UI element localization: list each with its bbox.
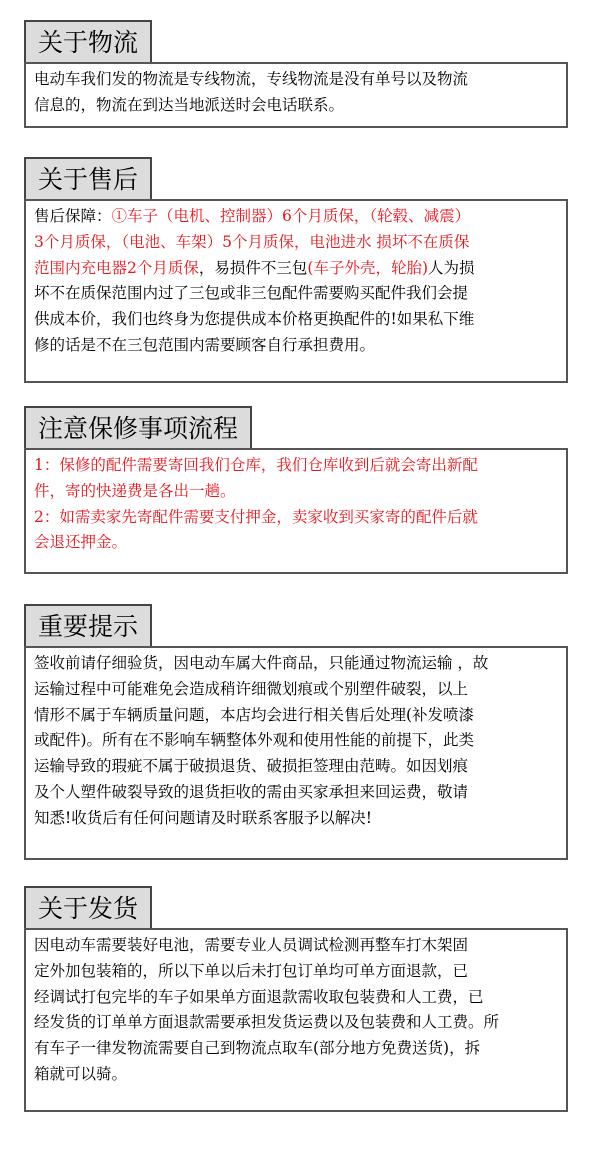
- section-important-notice: [24, 604, 568, 860]
- text-line: 电动车我们发的物流是专线物流，专线物流是没有单号以及物流: [34, 70, 469, 88]
- text-line: 售后保障：①车子（电机、控制器）6个月质保，（轮毂、减震）: [34, 207, 471, 225]
- text-line: 及个人塑件破裂导致的退货拒收的需由买家承担来回运费，敬请: [34, 782, 469, 801]
- text-line: 定外加包装箱的，所以下单以后未打包订单均可单方面退款，已: [34, 961, 469, 980]
- text-line: 件，寄的快递费是各出一趟。: [34, 481, 236, 500]
- text-line: 3个月质保，（电池、车架）5个月质保，电池进水 损坏不在质保: [34, 232, 470, 251]
- text-line: 2：如需卖家先寄配件需要支付押金，卖家收到买家寄的配件后就: [34, 507, 478, 526]
- text-line: 经调试打包完毕的车子如果单方面退款需收取包装费和人工费，已: [34, 987, 484, 1006]
- section-after-sales: [24, 157, 568, 383]
- section-body: [24, 928, 568, 1112]
- text-line: 修的话是不在三包范围内需要顾客自行承担费用。: [34, 335, 376, 354]
- section-title: 关于发货: [24, 886, 152, 928]
- text-line: 情形不属于车辆质量问题，本店均会进行相关售后处理(补发喷漆: [34, 705, 475, 724]
- text-line: 运输导致的瑕疵不属于破损退货、破损拒签理由范畴。如因划痕: [34, 757, 469, 776]
- text-line: 1：保修的配件需要寄回我们仓库，我们仓库收到后就会寄出新配: [34, 456, 478, 474]
- section-title: 注意保修事项流程: [24, 406, 252, 448]
- section-body: [24, 646, 568, 860]
- text-line: 坏不在质保范围内过了三包或非三包配件需要购买配件我们会提: [34, 284, 469, 303]
- section-body: [24, 448, 568, 574]
- section-body: [24, 62, 568, 128]
- section-title: 关于物流: [24, 20, 152, 62]
- text-line: 因电动车需要装好电池，需要专业人员调试检测再整车打木架固: [34, 936, 469, 954]
- text-line: 或配件)。所有在不影响车辆整体外观和使用性能的前提下，此类: [34, 731, 475, 750]
- text-line: 信息的，物流在到达当地派送时会电话联系。: [34, 95, 345, 114]
- text-line: 有车子一律发物流需要自己到物流点取车(部分地方免费送货)，拆: [34, 1039, 481, 1058]
- section-warranty-process: [24, 406, 568, 574]
- section-title: 关于售后: [24, 157, 152, 199]
- text-line: 范围内充电器2个月质保，易损件不三包(车子外壳，轮胎)人为损: [34, 258, 475, 277]
- text-line: 经发货的订单单方面退款需要承担发货运费以及包装费和人工费。所: [34, 1013, 500, 1032]
- section-body: [24, 199, 568, 383]
- text-line: 签收前请仔细验货，因电动车属大件商品，只能通过物流运输 ，故: [34, 654, 489, 672]
- text-line: 会退还押金。: [34, 533, 128, 552]
- text-line: 箱就可以骑。: [34, 1064, 128, 1083]
- section-title: 重要提示: [24, 604, 152, 646]
- section-logistics: [24, 20, 568, 128]
- section-shipping: [24, 886, 568, 1112]
- text-line: 供成本价，我们也终身为您提供成本价格更换配件的!如果私下维: [34, 310, 475, 329]
- text-line: 运输过程中可能难免会造成稍许细微划痕或个别塑件破裂，以上: [34, 679, 469, 698]
- text-line: 知悉!收货后有任何问题请及时联系客服予以解决!: [34, 808, 372, 827]
